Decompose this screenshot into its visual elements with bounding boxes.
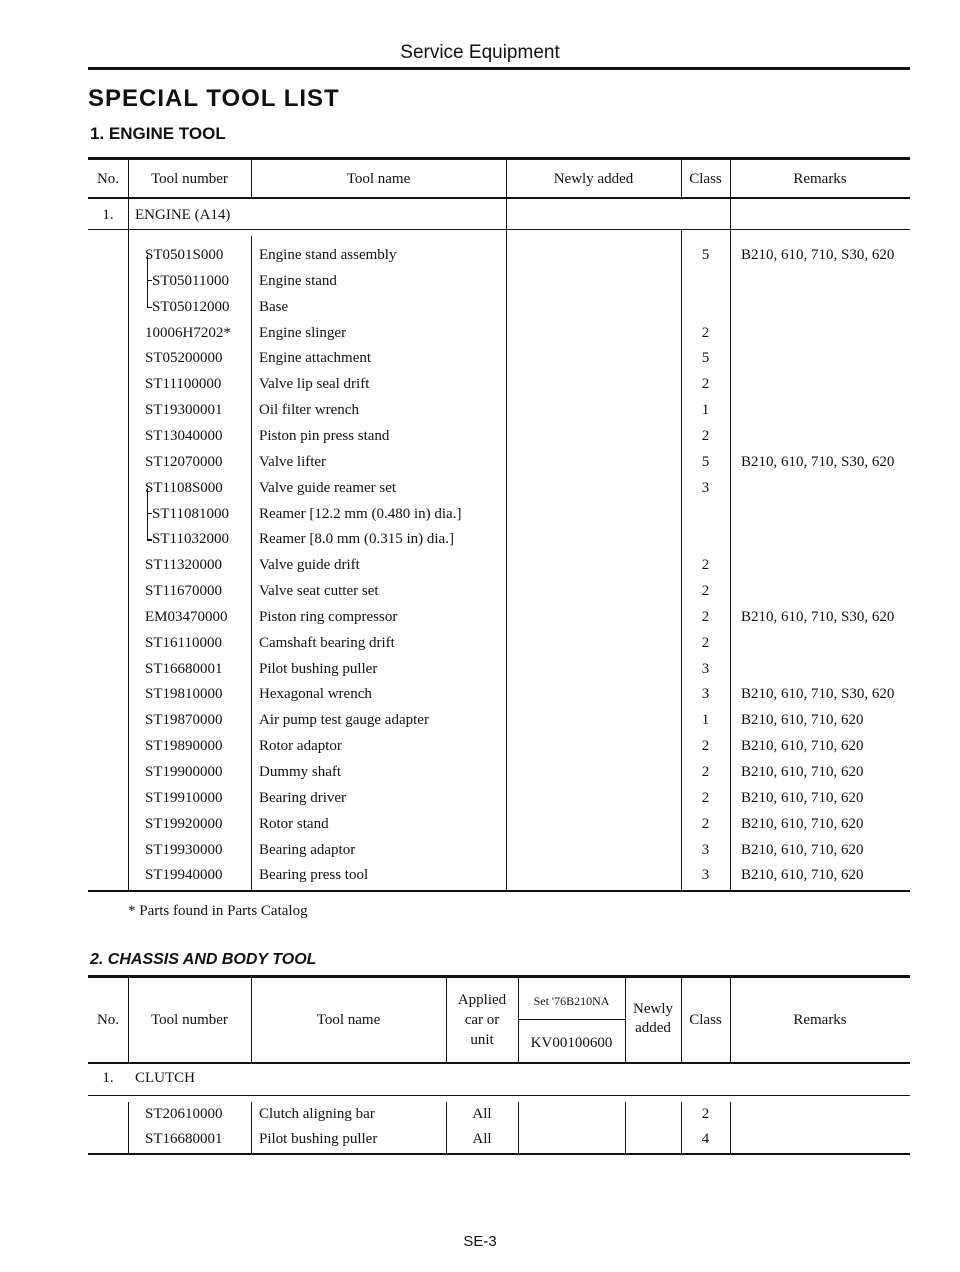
tool-name-cell: Oil filter wrench: [259, 402, 359, 419]
class-cell: 5: [701, 350, 710, 367]
table2-group-number: 1.: [102, 1070, 114, 1086]
remarks-cell: B210, 610, 710, 620: [741, 789, 864, 806]
tool-name-cell: Piston ring compressor: [259, 608, 398, 625]
tool-name-cell: Engine stand: [259, 272, 337, 289]
table2-header-rule: [88, 1062, 910, 1064]
table1-column-header: Newly added: [553, 171, 634, 187]
remarks-cell: B210, 610, 710, 620: [741, 841, 864, 858]
table1-group-name: ENGINE (A14): [135, 207, 231, 223]
remarks-cell: B210, 610, 710, 620: [741, 738, 864, 755]
tool-number-cell: ST12070000: [145, 453, 223, 470]
class-cell: 2: [701, 738, 710, 755]
table1-column-divider: [128, 160, 129, 890]
table2-header-tool-name: Tool name: [316, 1012, 381, 1028]
table2-column-divider: [128, 1102, 129, 1153]
table2-set-rule: [518, 1019, 625, 1020]
tool-name-cell: Clutch aligning bar: [259, 1106, 375, 1122]
tool-number-cell: ST16680001: [145, 660, 223, 677]
tool-number-cell: ST19890000: [145, 738, 223, 755]
tool-number-cell: ST19870000: [145, 712, 223, 729]
tool-name-cell: Rotor stand: [259, 815, 329, 832]
table1-column-header: No.: [96, 171, 120, 187]
table2-header-class: Class: [689, 1012, 722, 1028]
tool-name-cell: Dummy shaft: [259, 764, 342, 780]
table2-header-set-number: KV00100600: [530, 1035, 613, 1051]
remarks-cell: B210, 610, 710, 620: [741, 815, 864, 832]
tool-number-cell: ST11320000: [145, 557, 222, 574]
tool-name-cell: Pilot bushing puller: [259, 1131, 378, 1147]
tool-number-cell: ST13040000: [145, 427, 223, 444]
tool-name-cell: Valve guide reamer set: [259, 479, 397, 496]
tool-name-cell: Hexagonal wrench: [259, 686, 372, 703]
tool-number-cell: ST19910000: [145, 789, 223, 806]
table1-column-divider: [506, 160, 507, 890]
set-bracket-tick: [147, 307, 152, 309]
tool-name-cell: Air pump test gauge adapter: [259, 712, 429, 729]
tool-name-cell: Base: [259, 298, 289, 315]
class-cell: 2: [701, 1106, 710, 1122]
class-cell: 4: [701, 1131, 710, 1147]
table2-bottom-rule: [88, 1153, 910, 1155]
tool-number-cell: ST19930000: [145, 841, 223, 858]
table1-group-rule: [88, 229, 910, 230]
class-cell: 2: [701, 789, 710, 806]
tool-name-cell: Engine attachment: [259, 350, 372, 367]
tool-name-cell: Valve guide drift: [259, 557, 360, 574]
parts-note: * Parts found in Parts Catalog: [128, 903, 308, 919]
table2-column-divider: [625, 1102, 626, 1153]
table2-column-divider: [730, 1102, 731, 1153]
table1-column-divider: [251, 236, 252, 890]
page-heading: SPECIAL TOOL LIST: [88, 85, 340, 112]
table2-header-applied: Applied: [457, 992, 507, 1008]
remarks-cell: B210, 610, 710, S30, 620: [741, 608, 895, 625]
tool-number-cell: ST19920000: [145, 815, 223, 832]
tool-name-cell: Reamer [12.2 mm (0.480 in) dia.]: [259, 505, 462, 522]
class-cell: 2: [701, 634, 710, 651]
tool-number-cell: 10006H7202*: [145, 324, 231, 341]
page-number: SE-3: [463, 1233, 497, 1250]
tool-name-cell: Camshaft bearing drift: [259, 634, 395, 651]
class-cell: 3: [701, 686, 710, 703]
class-cell: 3: [701, 660, 710, 677]
table2-header-newly: added: [635, 1020, 671, 1036]
tool-name-cell: Valve lip seal drift: [259, 376, 370, 393]
table2-header-applied: car or: [464, 1012, 500, 1028]
set-bracket-tick: [147, 539, 152, 541]
class-cell: 3: [701, 867, 710, 884]
set-bracket-tick: [147, 280, 152, 282]
remarks-cell: B210, 610, 710, 620: [741, 867, 864, 884]
tool-number-cell: ST19940000: [145, 867, 223, 884]
table1-header-rule: [88, 197, 910, 199]
class-cell: 3: [701, 841, 710, 858]
table2-header-tool-number: Tool number: [151, 1012, 228, 1028]
remarks-cell: B210, 610, 710, 620: [741, 764, 864, 780]
tool-name-cell: Engine stand assembly: [259, 247, 397, 263]
class-cell: 2: [701, 557, 710, 574]
table1-column-divider: [730, 160, 731, 890]
table2-header-set: Set '76B210NA: [533, 994, 610, 1008]
tool-name-cell: Bearing driver: [259, 789, 347, 806]
tool-number-cell: ST19810000: [145, 686, 223, 703]
class-cell: 2: [701, 764, 710, 780]
class-cell: 2: [701, 815, 710, 832]
remarks-cell: B210, 610, 710, 620: [741, 712, 864, 729]
header-rule: [88, 67, 910, 70]
class-cell: 3: [701, 479, 710, 496]
tool-number-cell: ST16680001: [145, 1131, 223, 1147]
table1-bottom-rule: [88, 890, 910, 892]
class-cell: 1: [701, 402, 710, 419]
table2-header-applied: unit: [470, 1032, 494, 1048]
applied-cell: All: [472, 1131, 492, 1147]
section-2-heading: 2. CHASSIS AND BODY TOOL: [90, 951, 317, 968]
table1-column-header: Class: [689, 171, 722, 187]
tool-number-cell: ST05012000: [152, 298, 230, 315]
page-header-title: Service Equipment: [400, 42, 560, 63]
tool-name-cell: Piston pin press stand: [259, 427, 390, 444]
table2-header-no: No.: [96, 1012, 120, 1028]
table1-column-header: Tool name: [346, 171, 411, 187]
table1-top-rule: [88, 157, 910, 160]
tool-name-cell: Engine slinger: [259, 324, 347, 341]
tool-name-cell: Pilot bushing puller: [259, 660, 378, 677]
tool-number-cell: ST11670000: [145, 583, 222, 600]
tool-name-cell: Valve lifter: [259, 453, 327, 470]
class-cell: 2: [701, 427, 710, 444]
tool-number-cell: ST11100000: [145, 376, 222, 393]
tool-number-cell: ST05200000: [145, 350, 223, 367]
tool-number-cell: ST11032000: [152, 531, 229, 548]
tool-number-cell: ST11081000: [152, 505, 229, 522]
table2-group-rule: [88, 1095, 910, 1096]
tool-number-cell: ST1108S000: [145, 479, 223, 496]
table2-top-rule: [88, 975, 910, 978]
tool-number-cell: ST19300001: [145, 402, 223, 419]
class-cell: 2: [701, 324, 710, 341]
tool-name-cell: Reamer [8.0 mm (0.315 in) dia.]: [259, 531, 454, 548]
applied-cell: All: [472, 1106, 492, 1122]
tool-number-cell: EM03470000: [145, 608, 228, 625]
class-cell: 2: [701, 376, 710, 393]
tool-name-cell: Bearing press tool: [259, 867, 369, 884]
tool-name-cell: Valve seat cutter set: [259, 583, 379, 600]
class-cell: 2: [701, 608, 710, 625]
tool-number-cell: ST19900000: [145, 764, 223, 780]
set-bracket-tick: [147, 513, 152, 515]
table2-column-divider: [251, 1102, 252, 1153]
remarks-cell: B210, 610, 710, S30, 620: [741, 247, 895, 263]
table1-group-number: 1.: [102, 207, 114, 223]
section-1-heading: 1. ENGINE TOOL: [90, 124, 226, 143]
table2-column-divider: [518, 1102, 519, 1153]
tool-number-cell: ST16110000: [145, 634, 222, 651]
remarks-cell: B210, 610, 710, S30, 620: [741, 453, 895, 470]
class-cell: 5: [701, 247, 710, 263]
table1-column-header: Tool number: [151, 171, 228, 187]
tool-number-cell: ST20610000: [145, 1106, 223, 1122]
class-cell: 5: [701, 453, 710, 470]
tool-number-cell: ST05011000: [152, 272, 229, 289]
tool-name-cell: Bearing adaptor: [259, 841, 356, 858]
table2-header-remarks: Remarks: [793, 1012, 847, 1028]
tool-name-cell: Rotor adaptor: [259, 738, 342, 755]
remarks-cell: B210, 610, 710, S30, 620: [741, 686, 895, 703]
tool-number-cell: ST0501S000: [145, 247, 224, 263]
table2-header-newly: Newly: [633, 1001, 673, 1017]
class-cell: 2: [701, 583, 710, 600]
table2-group-name: CLUTCH: [135, 1070, 195, 1086]
class-cell: 1: [701, 712, 710, 729]
table1-column-header: Remarks: [793, 171, 847, 187]
